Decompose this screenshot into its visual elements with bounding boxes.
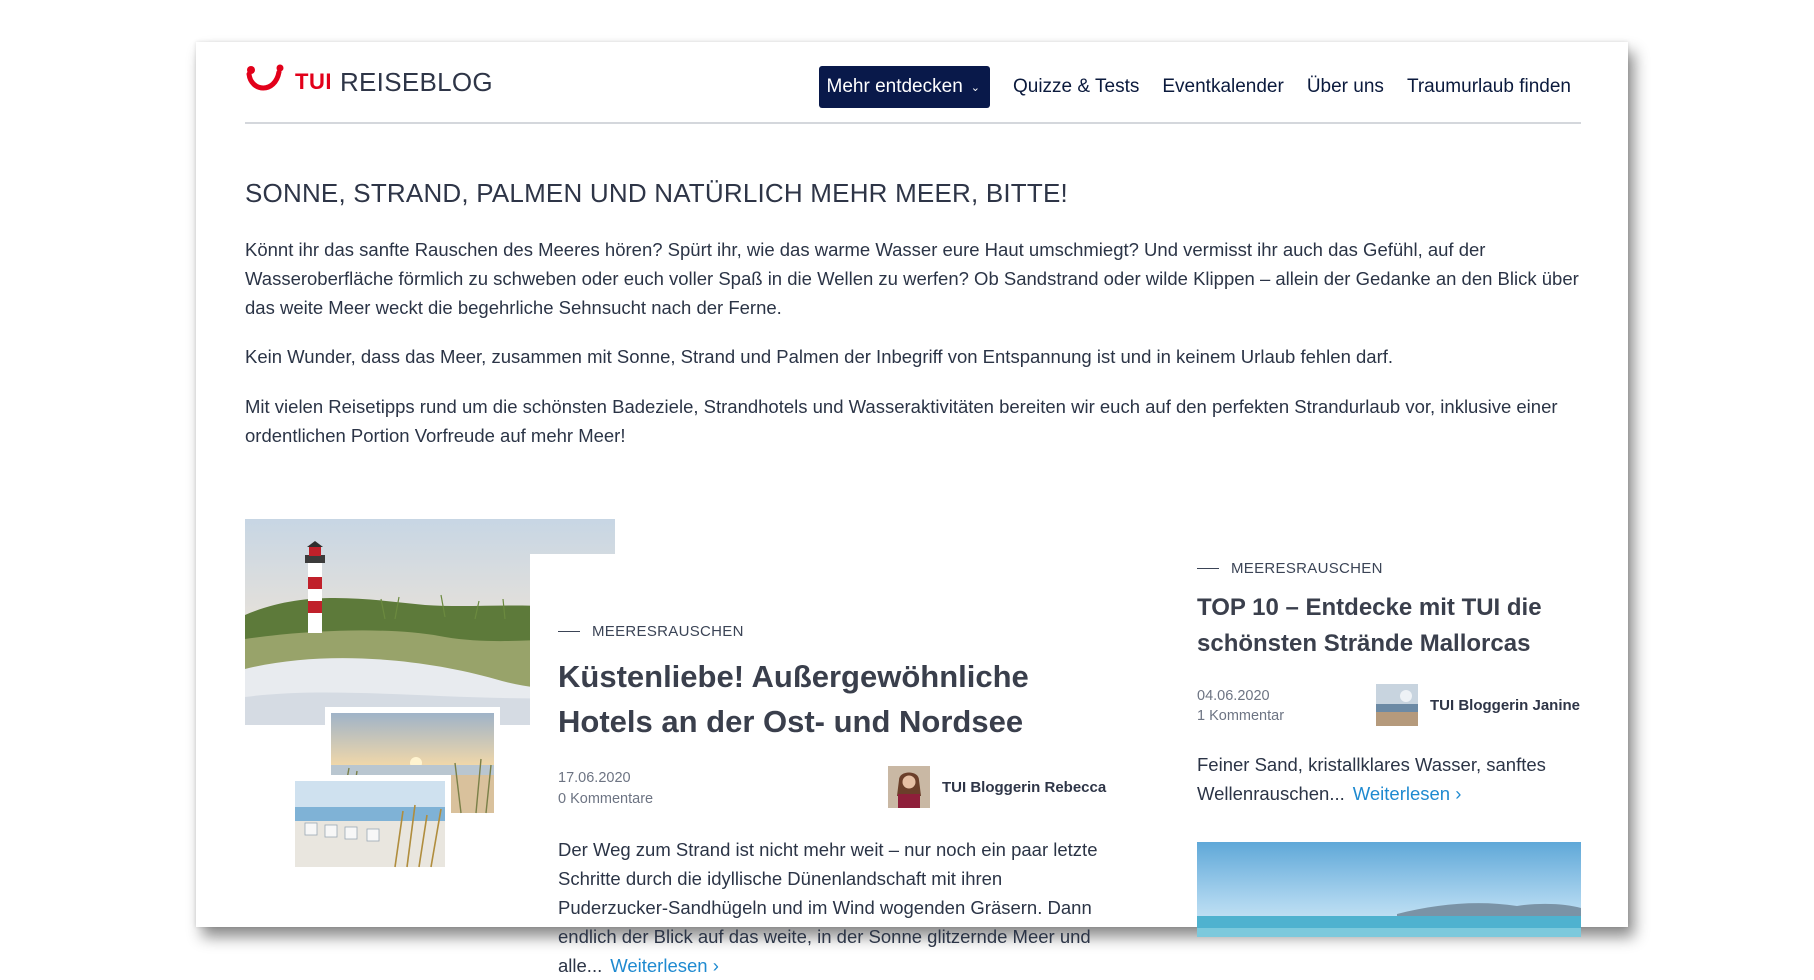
category-dash <box>558 631 580 632</box>
post-title[interactable]: TOP 10 – Entdecke mit TUI die schönsten Strände Mallorcas <box>1197 594 1542 657</box>
site-logo[interactable] <box>245 60 493 104</box>
post-author[interactable] <box>888 766 1106 808</box>
category-dash <box>1197 568 1219 569</box>
post-excerpt <box>1197 750 1581 808</box>
nav-ueber-uns[interactable]: Über uns <box>1306 76 1384 97</box>
logo-blog-text: REISEBLOG <box>339 66 493 97</box>
mallorca-beach-image[interactable] <box>1197 842 1581 937</box>
avatar <box>1376 684 1418 726</box>
post-author-name: TUI Bloggerin Janine <box>1430 696 1581 714</box>
read-more-label: Weiterlesen <box>610 955 708 976</box>
intro-title: SONNE, STRAND, PALMEN UND NATÜRLICH MEHR MEER, BITTE! <box>245 178 1068 208</box>
chevron-down-icon: ⌄ <box>970 81 980 94</box>
browser-page-frame <box>196 42 1628 976</box>
post-comment-count[interactable]: 1 Kommentar <box>1197 708 1285 724</box>
read-more-label: Weiterlesen <box>1352 783 1451 804</box>
nav-eventkalender[interactable]: Eventkalender <box>1162 76 1284 97</box>
post-date: 17.06.2020 <box>558 770 631 786</box>
intro-paragraph: Könnt ihr das sanfte Rauschen des Meeres hören? Spürt ihr, wie das warme Wasser eure Haut umschmiegt? Und vermisst ihr auch das Gefühl, auf der Wasseroberfläche förmlich zu schweben oder euch voller Spaß in die Wellen zu werfen? Ob Sandstrand oder wilde Klippen – allein der Gedanke an den Blick über das weite Meer weckt die begehrliche Sehnsucht nach der Ferne. <box>245 239 1579 318</box>
nav-quizze-tests[interactable]: Quizze & Tests <box>1012 76 1140 97</box>
post-category[interactable] <box>1197 560 1383 577</box>
read-more-link[interactable] <box>1353 783 1462 804</box>
logo-brand-text: TUI <box>295 69 332 94</box>
beach-chairs-image[interactable] <box>289 775 451 873</box>
site-header <box>245 42 1581 124</box>
post-title[interactable]: Küstenliebe! Außergewöhnliche Hotels an der Ost- und Nordsee <box>558 659 1029 739</box>
post-author-name: TUI Bloggerin Rebecca <box>942 778 1107 796</box>
post-category[interactable] <box>558 623 744 640</box>
post-author[interactable] <box>1376 684 1580 726</box>
intro-paragraph: Kein Wunder, dass das Meer, zusammen mit Sonne, Strand und Palmen der Inbegriff von Entspannung ist und in keinem Urlaub fehlen darf. <box>245 346 1394 367</box>
post-comment-count[interactable]: 0 Kommentare <box>558 791 654 807</box>
post-excerpt-text: Der Weg zum Strand ist nicht mehr weit – nur noch ein paar letzte Schritte durch die idyllische Dünenlandschaft mit ihren Puderzucker-Sandhügeln und im Wind wogenden Gräsern. Dann endlich der Blick auf das weite, in der Sonne glitzernde Meer und alle... <box>558 839 1098 976</box>
nav-traumurlaub-finden[interactable]: Traumurlaub finden <box>1406 76 1571 97</box>
post-date: 04.06.2020 <box>1197 688 1270 704</box>
intro-paragraph: Mit vielen Reisetipps rund um die schönsten Badeziele, Strandhotels und Wasseraktivitäten bereiten wir euch auf den perfekten Strandurlaub vor, inklusive einer ordentlichen Portion Vorfreude auf mehr Meer! <box>245 396 1558 446</box>
post-excerpt-text: Feiner Sand, kristallklares Wasser, sanftes Wellenrauschen... <box>1197 754 1546 804</box>
post-excerpt <box>558 835 1098 980</box>
post-category-label: MEERESRAUSCHEN <box>592 623 744 640</box>
nav-mehr-entdecken-label: Mehr entdecken <box>826 76 963 97</box>
tui-smile-icon <box>245 64 287 100</box>
read-more-link[interactable] <box>610 955 719 976</box>
main-navigation <box>819 66 1571 108</box>
chevron-right-icon: › <box>1455 783 1462 804</box>
page-content <box>245 42 1581 976</box>
chevron-right-icon: › <box>712 955 719 976</box>
nav-mehr-entdecken[interactable] <box>819 66 990 108</box>
avatar <box>888 766 930 808</box>
post-category-label: MEERESRAUSCHEN <box>1231 560 1383 577</box>
